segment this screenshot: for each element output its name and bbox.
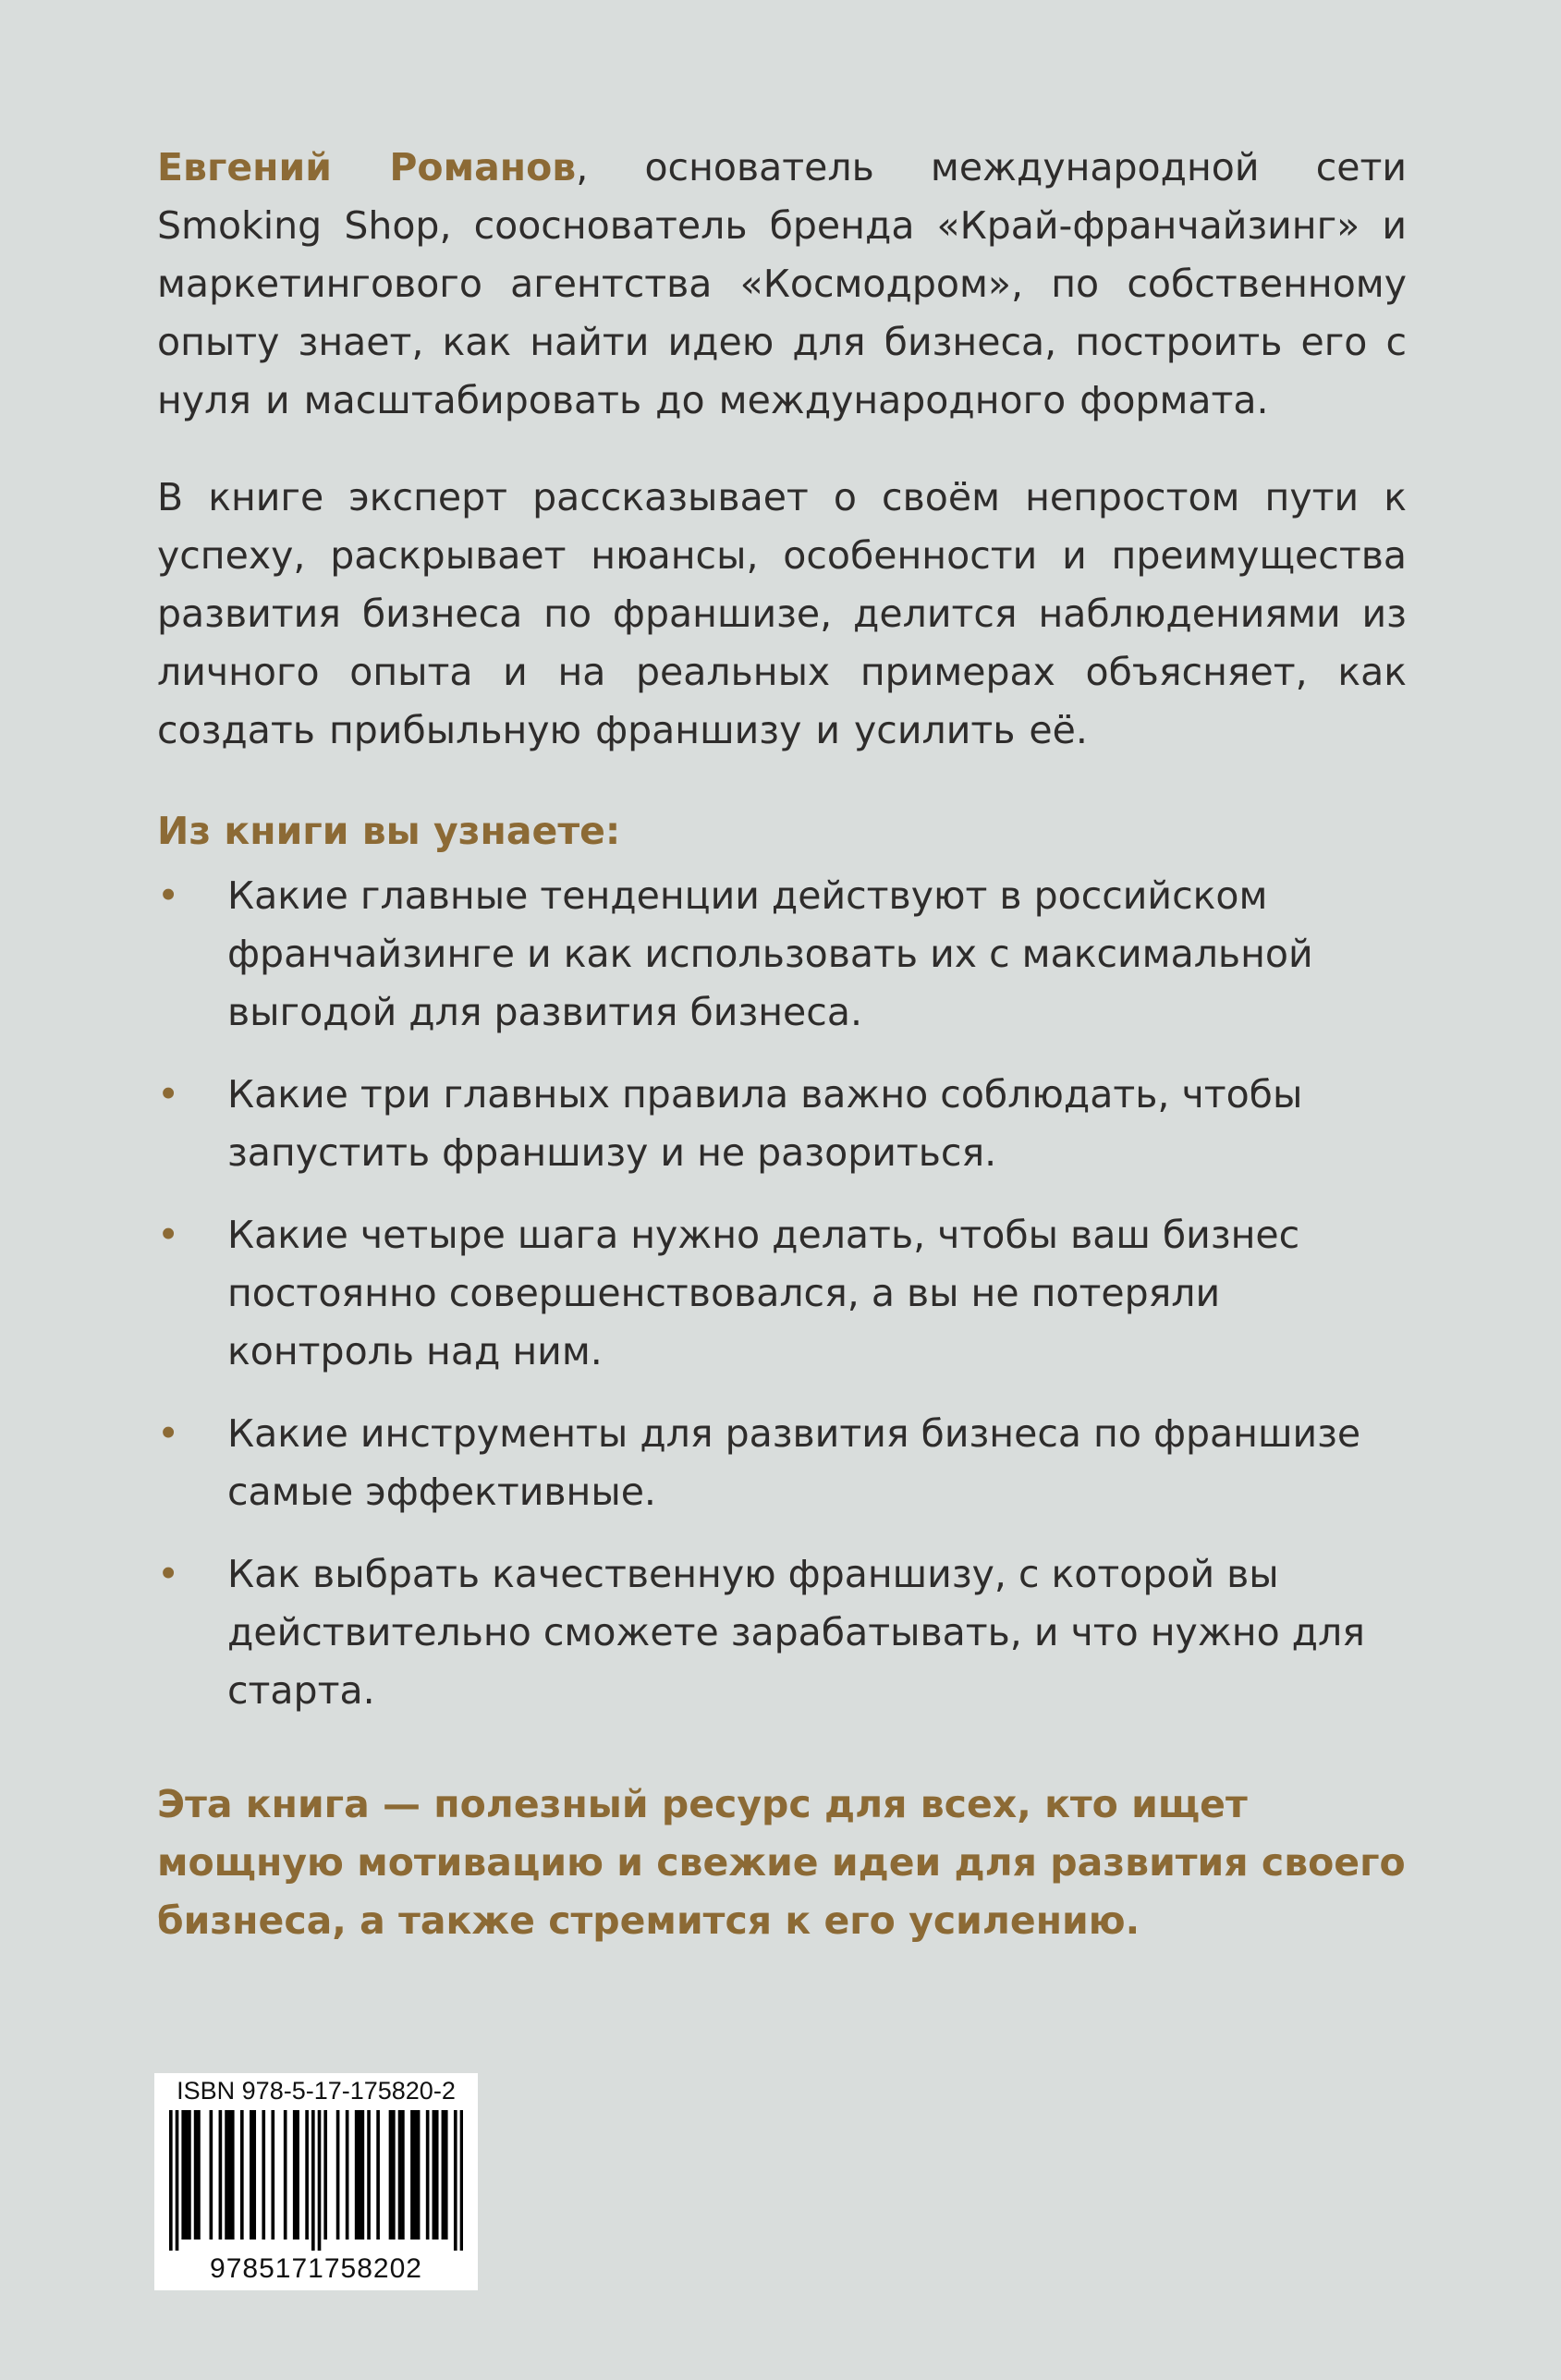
barcode-bar: [284, 2110, 287, 2240]
barcode-bar: [250, 2110, 253, 2240]
barcode-bar: [323, 2110, 327, 2240]
closing-statement: Эта книга — полезный ресурс для всех, кто ищет мощную мотивацию и свежие идеи для развития своего бизнеса, а также стремится к его усилению.: [157, 1782, 1406, 1943]
list-item: [157, 1066, 1407, 1182]
barcode-bar: [426, 2110, 430, 2240]
barcode-bar: [413, 2110, 417, 2240]
barcode-bar: [219, 2110, 223, 2240]
barcode-bar: [240, 2110, 244, 2240]
isbn-barcode: [154, 2073, 478, 2290]
barcode-bar: [376, 2110, 380, 2240]
barcode-bar: [293, 2110, 297, 2240]
barcode-bar: [188, 2110, 191, 2240]
barcode-bar: [454, 2110, 457, 2251]
description-paragraph: В книге эксперт рассказывает о своём непростом пути к успеху, раскрывает нюансы, особенности и преимущества развития бизнеса по франшизе, делится наблюдениями из личного опыта и на реальных примерах объясняет, как создать прибыльную франшизу и усилить её.: [157, 475, 1407, 752]
barcode-bars: [169, 2110, 463, 2251]
learn-list: [157, 867, 1407, 1720]
bullet-icon: •: [157, 873, 180, 918]
barcode-bar: [185, 2110, 189, 2240]
barcode-digits: 9785171758202: [210, 2253, 422, 2284]
barcode-bar: [442, 2110, 445, 2240]
list-item: [157, 1206, 1407, 1381]
intro-text: , основатель международной сети Smoking Shop, сооснователь бренда «Край-франчайзинг» и маркетингового агентства «Космодром», по собственному опыту знает, как найти идею для бизнеса, построить его с нуля и масштабировать до международного формата.: [157, 145, 1408, 422]
barcode-bar: [228, 2110, 232, 2240]
barcode-bar: [346, 2110, 349, 2240]
barcode-bar: [410, 2110, 414, 2240]
barcode-bar: [225, 2110, 228, 2240]
barcode-bar: [401, 2110, 405, 2240]
barcode-bar: [336, 2110, 340, 2240]
list-item-text: Какие инструменты для развития бизнеса по франшизе самые эффективные.: [227, 1411, 1361, 1514]
barcode-bar: [252, 2110, 256, 2240]
barcode-bar: [361, 2110, 365, 2240]
barcode-bar: [210, 2110, 213, 2240]
barcode-bar: [417, 2110, 421, 2240]
barcode-bar: [358, 2110, 361, 2240]
list-item: [157, 1405, 1407, 1521]
barcode-bar: [445, 2110, 448, 2240]
back-cover-text: [157, 139, 1407, 1950]
bullet-icon: •: [157, 1072, 180, 1117]
list-item-text: Какие три главных правила важно соблюдать, чтобы запустить франшизу и не разориться.: [227, 1072, 1303, 1175]
barcode-bar: [262, 2110, 265, 2240]
barcode-bar: [169, 2110, 173, 2251]
list-item-text: Какие главные тенденции действуют в российском франчайзинге и как использовать их с максимальной выгодой для развития бизнеса.: [227, 873, 1313, 1034]
list-item: [157, 867, 1407, 1042]
barcode-bar: [433, 2110, 436, 2240]
author-name: Евгений Романов: [157, 145, 577, 189]
barcode-bar: [181, 2110, 185, 2240]
bullet-icon: •: [157, 1213, 180, 1257]
barcode-bar: [296, 2110, 299, 2240]
barcode-bar: [231, 2110, 235, 2240]
barcode-bar: [318, 2110, 322, 2251]
barcode-bar: [194, 2110, 198, 2240]
barcode-bar: [460, 2110, 463, 2251]
bullet-icon: •: [157, 1552, 180, 1596]
intro-paragraph: [157, 139, 1407, 430]
barcode-bar: [389, 2110, 393, 2240]
barcode-bar: [305, 2110, 309, 2240]
barcode-bar: [311, 2110, 315, 2251]
list-item: [157, 1545, 1407, 1720]
barcode-bar: [197, 2110, 201, 2240]
barcode-bar: [392, 2110, 396, 2240]
barcode-bar: [355, 2110, 359, 2240]
barcode-bar: [398, 2110, 402, 2240]
learn-heading: Из книги вы узнаете:: [157, 809, 621, 853]
isbn-label: ISBN 978-5-17-175820-2: [177, 2077, 456, 2105]
bullet-icon: •: [157, 1411, 180, 1456]
list-item-text: Как выбрать качественную франшизу, с которой вы действительно сможете зарабатывать, и что нужно для старта.: [227, 1552, 1365, 1713]
barcode-bar: [271, 2110, 274, 2240]
barcode-bar: [176, 2110, 179, 2251]
barcode-bar: [367, 2110, 371, 2240]
barcode-bar: [435, 2110, 439, 2240]
list-item-text: Какие четыре шага нужно делать, чтобы ваш бизнес постоянно совершенствовался, а вы не потеряли контроль над ним.: [227, 1213, 1300, 1373]
